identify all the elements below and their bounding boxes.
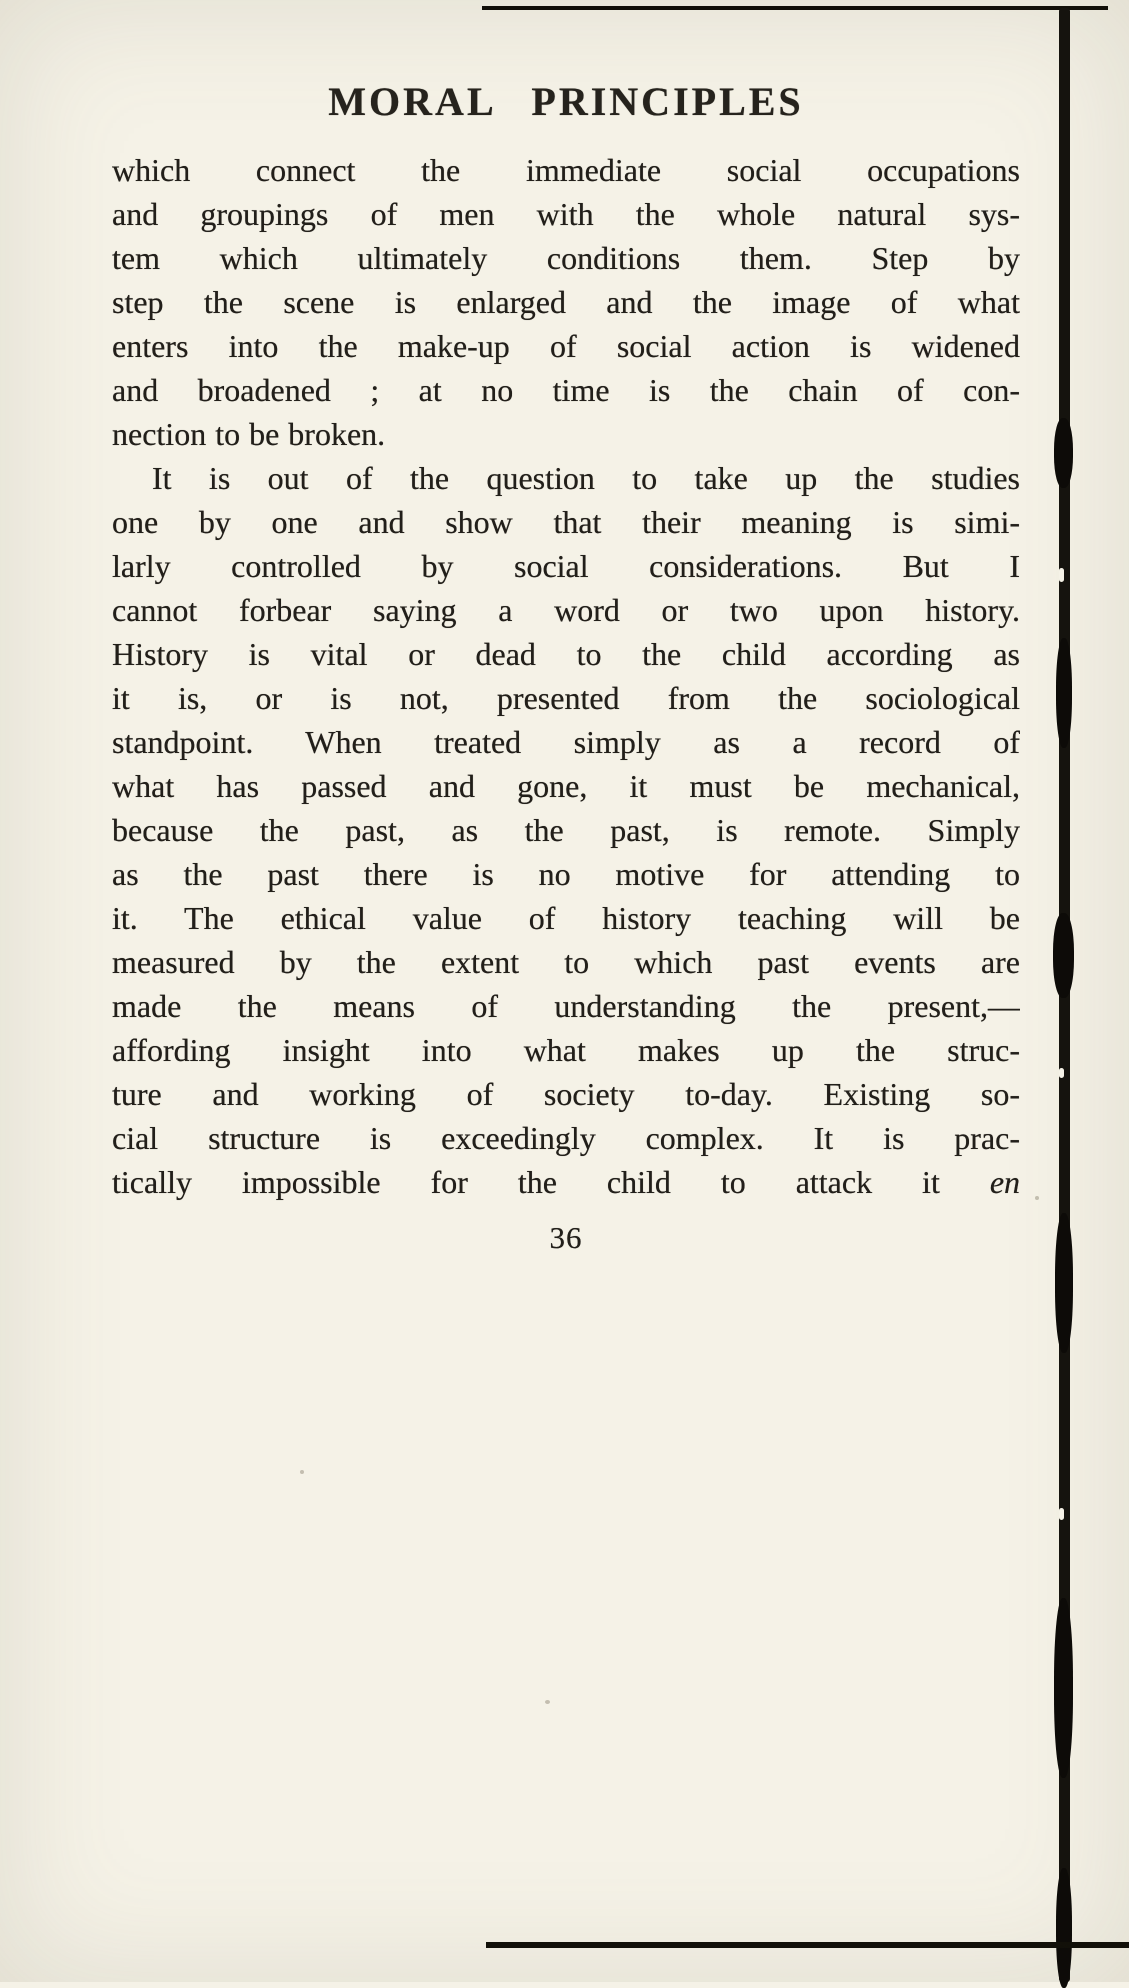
gutter-paper-notch [1059, 1508, 1064, 1520]
text-line: made the means of understanding the present,— [112, 988, 1020, 1024]
text-line: larly controlled by social considerations. But I [112, 548, 1020, 584]
text-line: and groupings of men with the whole natural sys- [112, 196, 1020, 232]
gutter-ink-blob [1054, 418, 1073, 488]
text-line: as the past there is no motive for attending to [112, 856, 1020, 892]
text-line: History is vital or dead to the child according as [112, 636, 1020, 672]
page-content [112, 78, 1020, 1256]
text-line: It is out of the question to take up the studies [152, 460, 1020, 496]
text-line: one by one and show that their meaning is simi- [112, 504, 1020, 540]
text-line: because the past, as the past, is remote. Simply [112, 812, 1020, 848]
book-gutter-shadow [1059, 8, 1070, 1982]
text-line: tem which ultimately conditions them. Step by [112, 240, 1020, 276]
text-line: it. The ethical value of history teaching will be [112, 900, 1020, 936]
bottom-border-rule [486, 1942, 1129, 1948]
gutter-paper-notch [1059, 568, 1064, 582]
scan-speck [300, 1470, 304, 1474]
text-line: tically impossible for the child to attack it en [112, 1164, 1020, 1200]
scan-speck [545, 1700, 550, 1704]
scan-speck [1035, 1196, 1039, 1200]
text-line: cannot forbear saying a word or two upon history. [112, 592, 1020, 628]
gutter-ink-blob [1054, 1598, 1073, 1778]
gutter-ink-blob [1055, 1213, 1073, 1353]
gutter-ink-blob [1056, 1868, 1072, 1988]
page-title: MORAL PRINCIPLES [328, 79, 804, 124]
text-line: step the scene is enlarged and the image of what [112, 284, 1020, 320]
text-line: affording insight into what makes up the struc- [112, 1032, 1020, 1068]
text-line: and broadened ; at no time is the chain of con- [112, 372, 1020, 408]
page-number: 36 [549, 1220, 583, 1255]
gutter-paper-notch [1059, 1068, 1064, 1078]
text-block [112, 148, 1020, 1204]
top-border-rule [482, 6, 1108, 10]
gutter-ink-blob [1053, 913, 1074, 998]
text-line: nection to be broken. [112, 416, 386, 452]
gutter-ink-blob [1056, 638, 1072, 748]
text-line: which connect the immediate social occupations [112, 152, 1020, 188]
text-line: measured by the extent to which past events are [112, 944, 1020, 980]
text-line: ture and working of society to-day. Existing so- [112, 1076, 1020, 1112]
text-line: cial structure is exceedingly complex. It is prac- [112, 1120, 1020, 1156]
text-line: standpoint. When treated simply as a record of [112, 724, 1020, 760]
text-line: enters into the make-up of social action is widened [112, 328, 1020, 364]
text-line: what has passed and gone, it must be mechanical, [112, 768, 1020, 804]
text-line: it is, or is not, presented from the sociological [112, 680, 1020, 716]
italic-word: en [989, 1164, 1020, 1200]
